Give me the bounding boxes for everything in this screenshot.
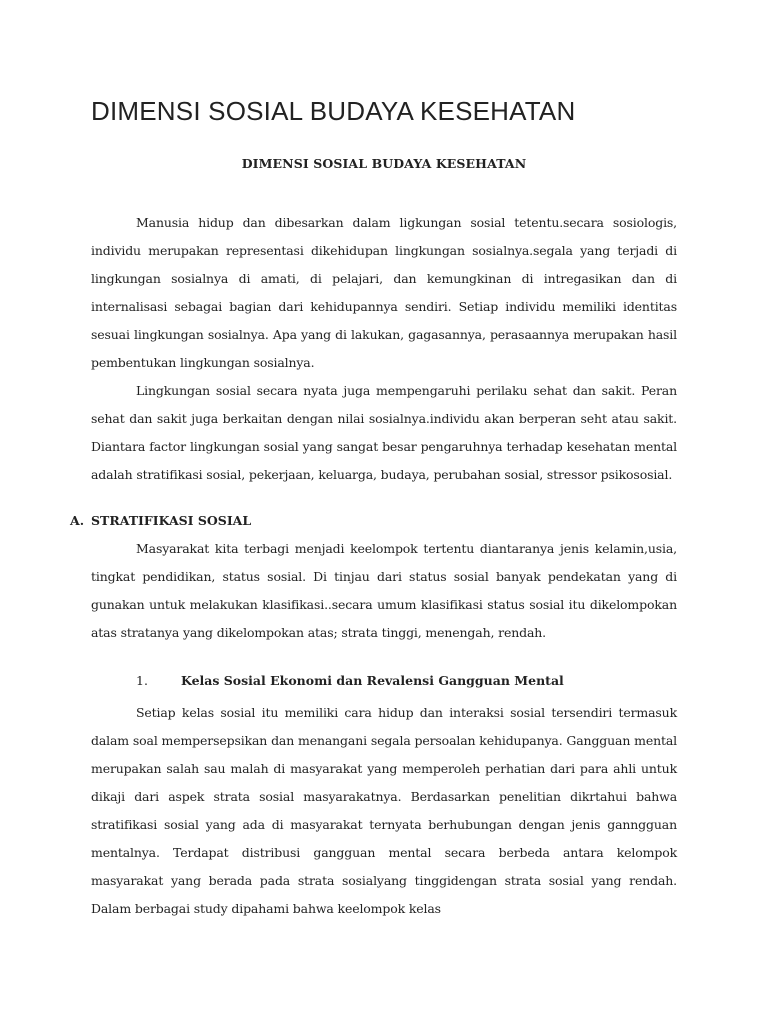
section-a-heading: A. STRATIFIKASI SOSIAL — [91, 507, 677, 535]
subsection-1-number: 1. — [136, 673, 148, 688]
page-title: DIMENSI SOSIAL BUDAYA KESEHATAN — [91, 96, 576, 126]
subsection-1-title: Kelas Sosial Ekonomi dan Revalensi Gangguan Mental — [181, 673, 564, 688]
intro-paragraph-2: Lingkungan sosial secara nyata juga mempengaruhi perilaku sehat dan sakit. Peran sehat dan sakit juga berkaitan dengan nilai sosialnya.individu akan berperan seht atau sakit. Diantara factor lingkungan sosial yang sangat besar pengaruhnya terhadap kesehatan mental adalah stratifikasi sosial, pekerjaan, keluarga, budaya, perubahan sosial, stressor psikososial. — [91, 383, 677, 482]
intro-paragraph-1: Manusia hidup dan dibesarkan dalam ligkungan sosial tetentu.secara sosiologis, individu merupakan representasi dikehidupan lingkungan sosialnya.segala yang terjadi di lingkungan sosialnya di amati, di pelajari, dan kemungkinan di intregasikan dan di internalisasi sebagai bagian dari kehidupannya sendiri. Setiap individu memiliki identitas sesuai lingkungan sosialnya. Apa yang di lakukan, gagasannya, perasaannya merupakan hasil pembentukan lingkungan sosialnya. — [91, 215, 677, 370]
subsection-1-heading — [91, 667, 677, 695]
section-a-paragraph: Masyarakat kita terbagi menjadi keelompok tertentu diantaranya jenis kelamin,usia, tingkat pendidikan, status sosial. Di tinjau dari status sosial banyak pendekatan yang di gunakan untuk melakukan klasifikasi..secara umum klasifikasi status sosial itu dikelompokan atas stratanya yang dikelompokan atas; strata tinggi, menengah, rendah. — [91, 541, 677, 640]
section-a-title: STRATIFIKASI SOSIAL — [91, 513, 252, 528]
document-body — [70, 156, 677, 923]
document-heading: DIMENSI SOSIAL BUDAYA KESEHATAN — [241, 156, 527, 171]
subsection-1-paragraph: Setiap kelas sosial itu memiliki cara hidup dan interaksi sosial tersendiri termasuk dalam soal mempersepsikan dan menangani segala persoalan kehidupanya. Gangguan mental merupakan salah sau malah di masyarakat yang memperoleh perhatian dari para ahli untuk dikaji dari aspek strata sosial masyarakatnya. Berdasarkan penelitian dikrtahui bahwa stratifikasi sosial yang ada di masyarakat ternyata berhubungan dengan jenis ganngguan mentalnya. Terdapat distribusi gangguan mental secara berbeda antara kelompok masyarakat yang berada pada strata sosialyang tinggidengan strata sosial yang rendah. Dalam berbagai study dipahami bahwa keelompok kelas — [91, 705, 677, 916]
